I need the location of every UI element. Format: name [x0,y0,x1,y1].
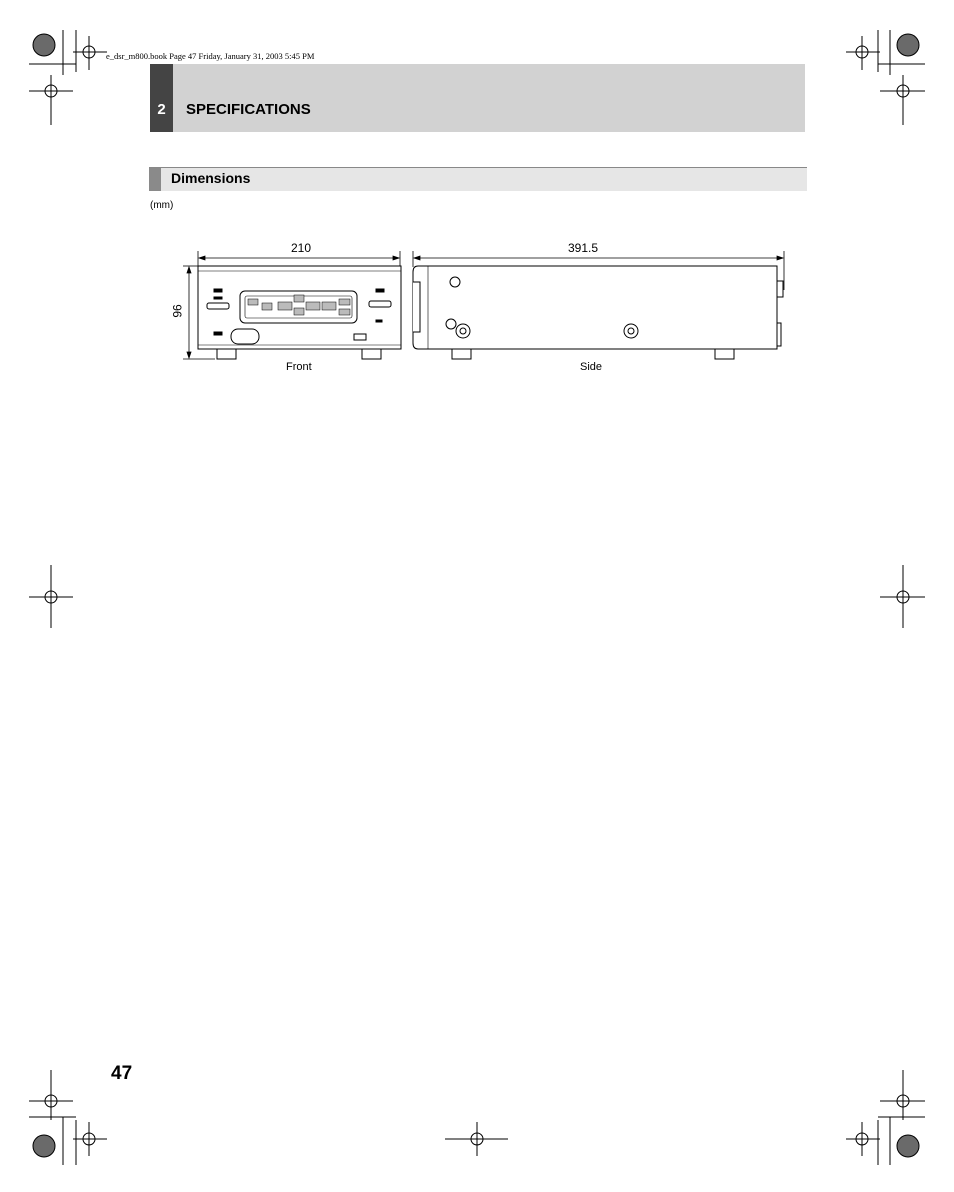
print-header: e_dsr_m800.book Page 47 Friday, January 31, 2003 5:45 PM [106,51,315,61]
section-number: 2 [157,101,166,118]
front-view [198,266,401,359]
subsection-title: Dimensions [171,170,251,186]
height-label: 96 [170,304,185,318]
unit-label: (mm) [150,200,174,211]
side-depth-label: 391.5 [568,241,599,255]
side-view [413,266,783,359]
front-caption: Front [286,361,312,373]
page-number: 47 [111,1063,133,1084]
front-width-label: 210 [291,241,312,255]
section-title: SPECIFICATIONS [186,101,311,118]
side-caption: Side [580,361,603,373]
